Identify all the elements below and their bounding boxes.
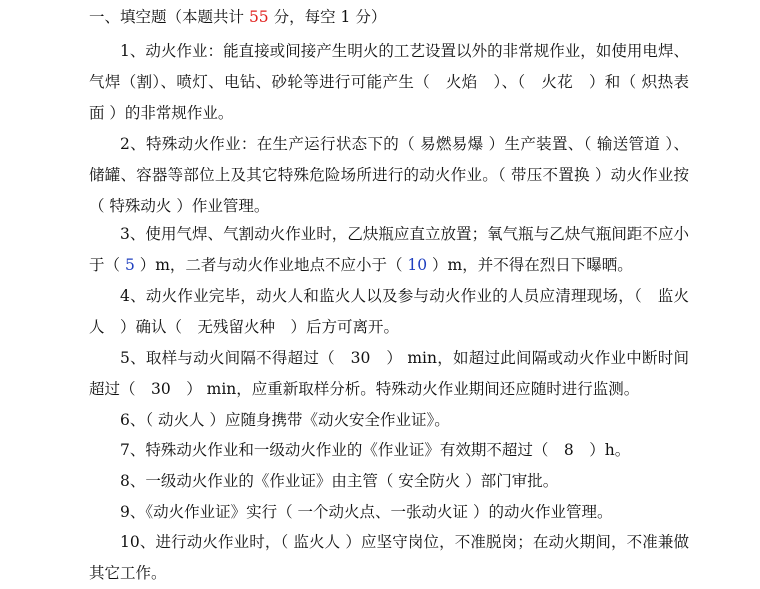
- question-2: 2、特殊动火作业：在生产运行状态下的（ 易燃易爆 ）生产装置、（ 输送管道 ）、储罐、容器等部位上及其它特殊危险场所进行的动火作业。（ 带压不置换 ）动火作业按（ 特殊动火 ）作业管理。: [89, 135, 689, 215]
- question-9: 9、《动火作业证》实行（ 一个动火点、一张动火证 ）的动火作业管理。: [120, 503, 613, 521]
- section-heading: [89, 6, 386, 28]
- question-5: 5、取样与动火间隔不得超过（ 30 ） min，如超过此间隔或动火作业中断时间超过（ 30 ） min，应重新取样分析。特殊动火作业期间还应随时进行监测。: [89, 349, 689, 398]
- question-3-part-1: 3、使用气焊、气割动火作业时，乙炔瓶应直立放置；氧气瓶与乙炔气瓶间距不应小于（: [89, 225, 689, 274]
- heading-text-after: 分，每空 1 分）: [268, 8, 387, 26]
- question-3-part-3: ）m，并不得在烈日下曝晒。: [427, 256, 633, 274]
- question-4: 4、动火作业完毕，动火人和监火人以及参与动火作业的人员应清理现场，（ 监火人 ）确认（ 无残留火种 ）后方可离开。: [89, 287, 689, 336]
- question-8: 8、一级动火作业的《作业证》由主管（ 安全防火 ）部门审批。: [120, 472, 559, 490]
- question-3-answer-1: 5: [124, 256, 135, 274]
- question-3-part-2: ）m，二者与动火作业地点不应小于（: [134, 256, 408, 274]
- heading-text-before: 一、填空题（本题共计: [89, 8, 249, 26]
- question-6: 6、（ 动火人 ）应随身携带《动火安全作业证》。: [120, 411, 450, 429]
- question-3: [89, 219, 689, 281]
- question-7: 7、特殊动火作业和一级动火作业的《作业证》有效期不超过（ 8 ）h。: [120, 441, 631, 459]
- question-1: 1、动火作业：能直接或间接产生明火的工艺设置以外的非常规作业，如使用电焊、气焊（割）、喷灯、电钻、砂轮等进行可能产生（ 火焰 ）、（ 火花 ）和（ 炽热表面 ）的非常规作业。: [89, 42, 689, 122]
- question-3-answer-2: 10: [407, 256, 428, 274]
- question-10: 10、进行动火作业时，（ 监火人 ）应坚守岗位，不准脱岗；在动火期间，不准兼做其它工作。: [89, 533, 689, 582]
- heading-points: 55: [248, 8, 269, 26]
